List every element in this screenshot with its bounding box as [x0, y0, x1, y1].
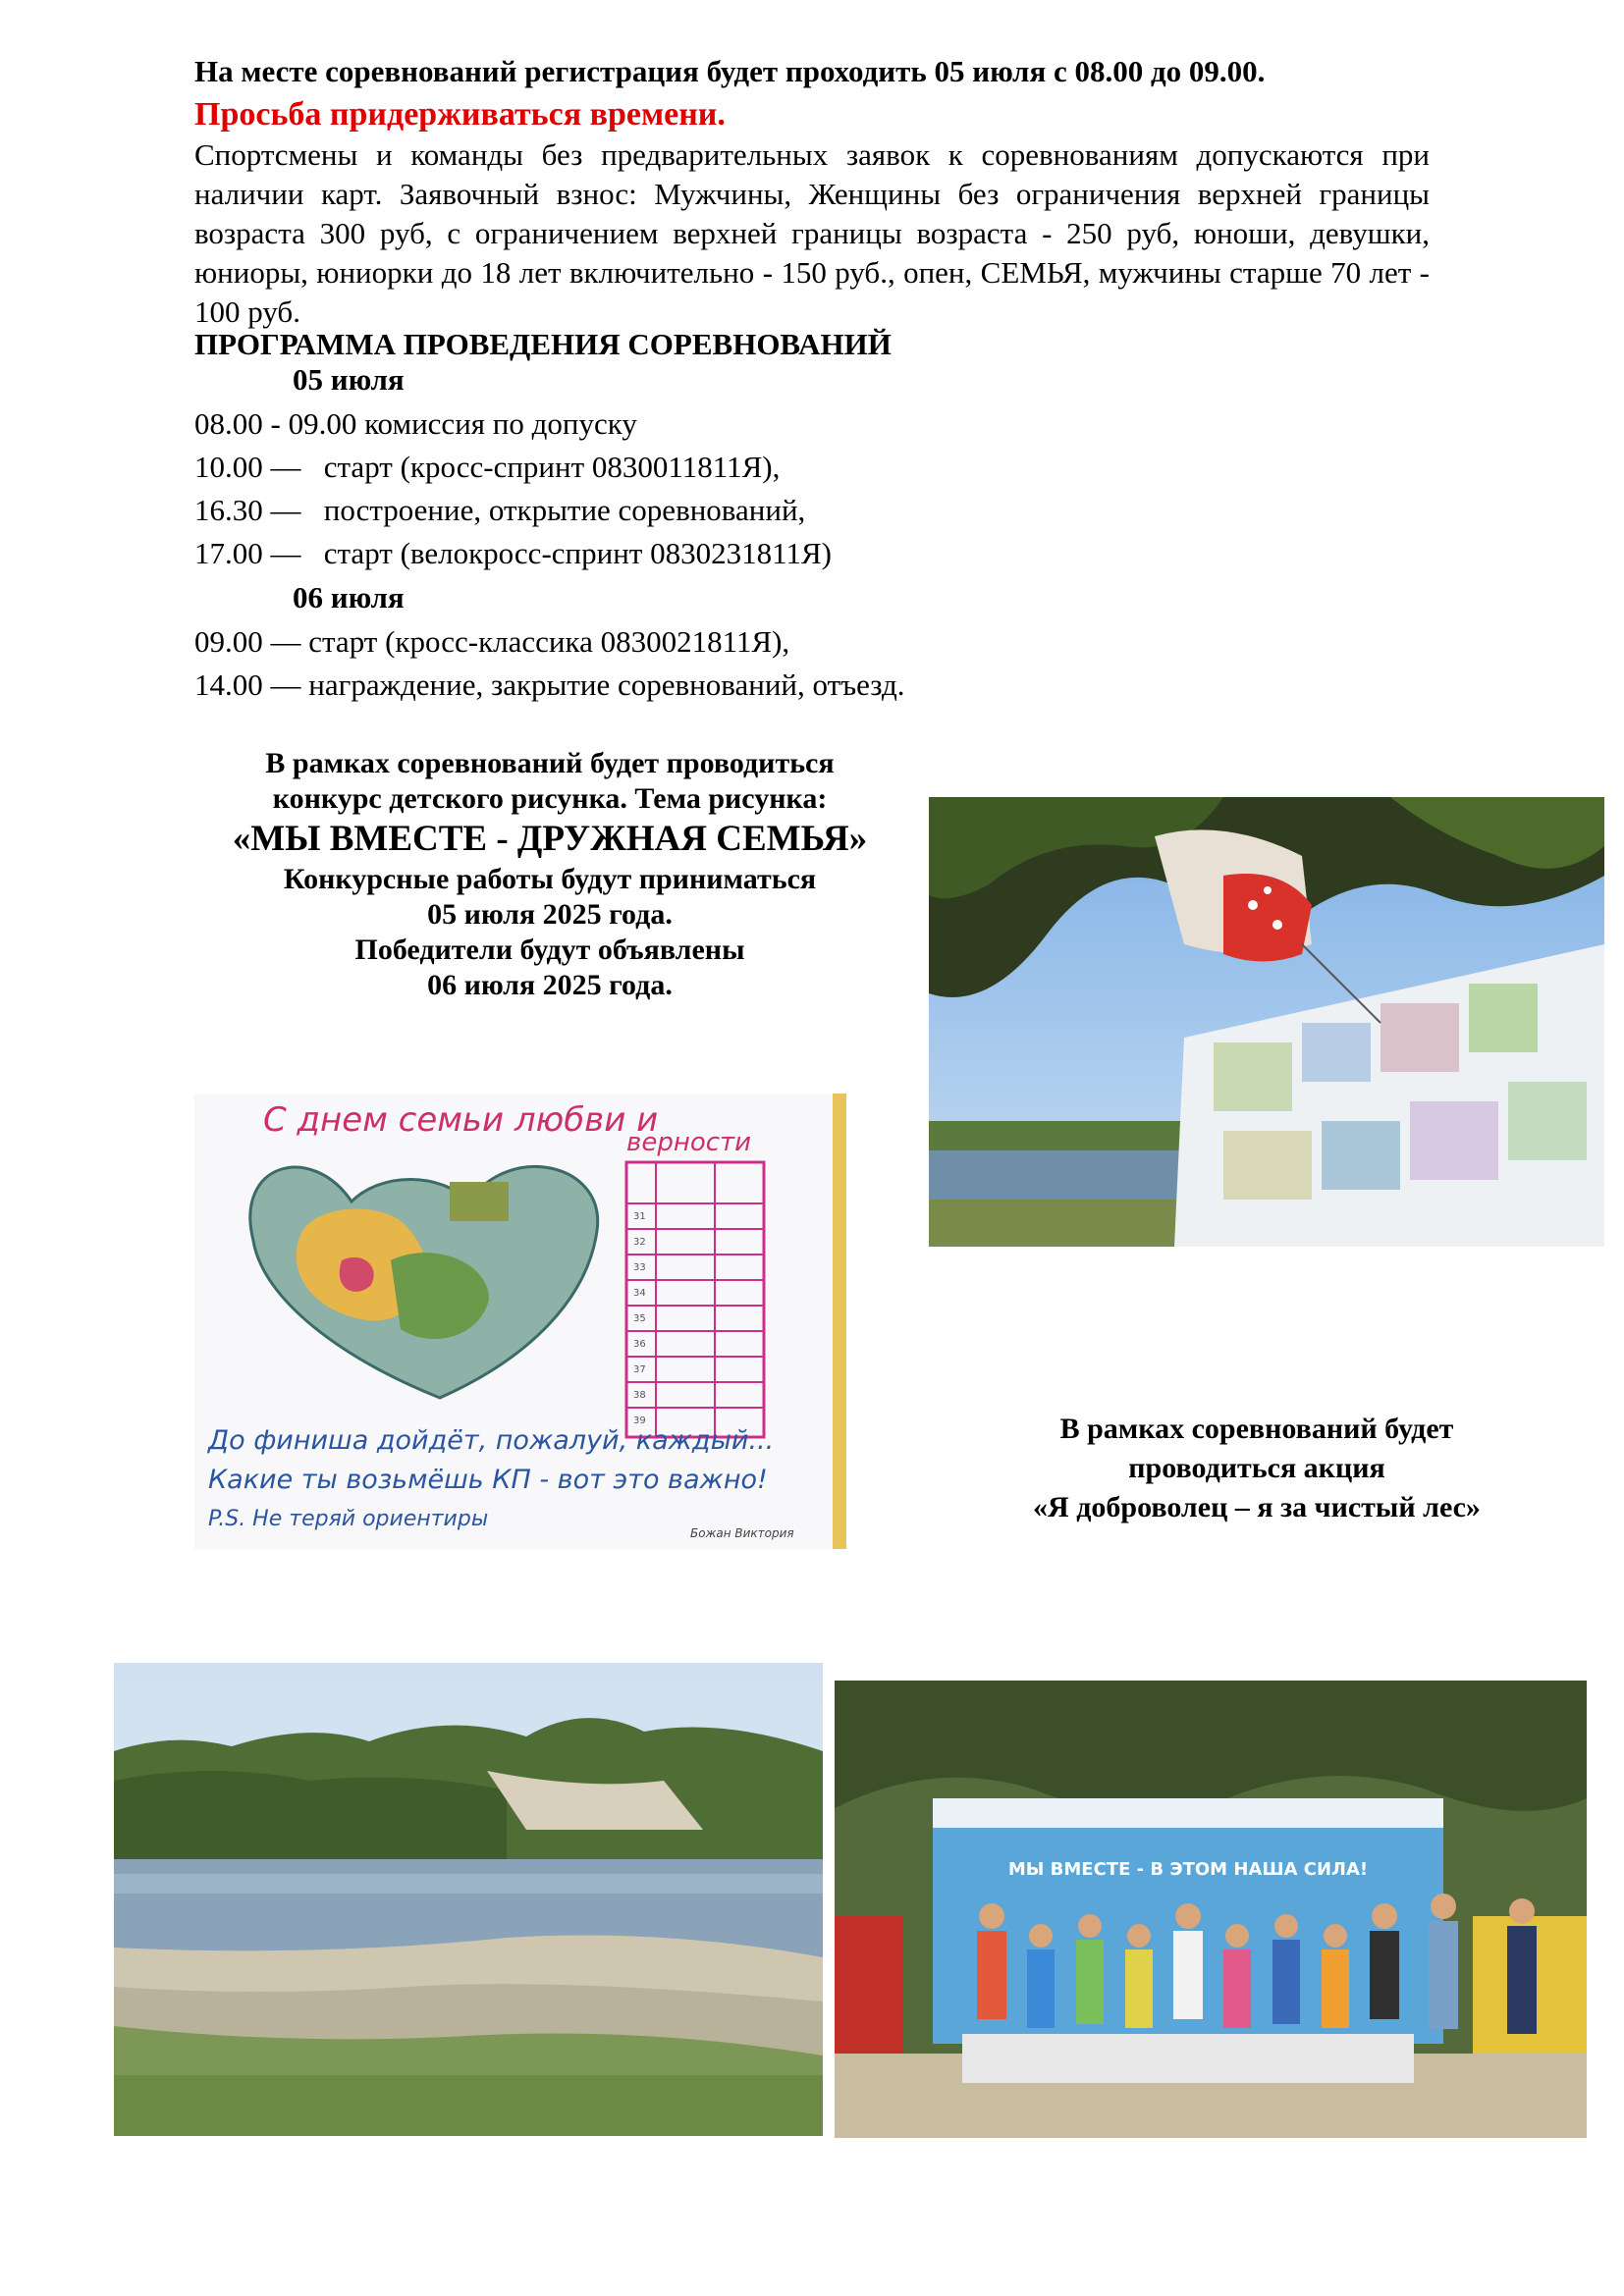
program-item: 08.00 - 09.00 комиссия по допуску [194, 406, 637, 441]
photo-group-with-banner [835, 1681, 1587, 2138]
photo-river-landscape [114, 1663, 823, 2136]
drawing-caption: До финиша дойдёт, пожалуй, каждый... [208, 1425, 775, 1456]
registration-paragraph: Спортсмены и команды без предварительных заявок к соревнованиям допускаются при наличии карт. Заявочный взнос: Мужчины, Женщины без ограничения верхней границы возраста 300 руб, с ограничением верхней границы возраста - 250 руб, юноши, девушки, юниоры, юниорки до 18 лет включительно - 150 руб., опен, СЕМЬЯ, мужчины старше 70 лет - 100 руб. [194, 137, 1430, 329]
drawing-table-row-number: 37 [633, 1364, 646, 1375]
volunteer-action-info [923, 1410, 1591, 1527]
contest-line: В рамках соревнований будет проводиться [265, 747, 835, 779]
action-line: «Я доброволец – я за чистый лес» [1033, 1491, 1481, 1523]
program-day1-date: 05 июля [293, 362, 405, 397]
program-item: 14.00 — награждение, закрытие соревнований, отъезд. [194, 667, 905, 702]
program-item: 16.30 — построение, открытие соревнований, [194, 493, 806, 527]
drawing-table-row-number: 38 [633, 1390, 646, 1401]
drawing-caption: Какие ты возьмёшь КП - вот это важно! [208, 1465, 768, 1495]
program-item: 10.00 — старт (кросс-спринт 0830011811Я), [194, 450, 781, 484]
drawing-title: С днем семьи любви и [263, 1100, 659, 1140]
time-warning: Просьба придерживаться времени. [194, 96, 726, 133]
drawing-signature: Божан Виктория [690, 1526, 794, 1540]
program-title: ПРОГРАММА ПРОВЕДЕНИЯ СОРЕВНОВАНИЙ [194, 327, 892, 361]
drawing-table-row-number: 34 [633, 1288, 646, 1299]
registration-line: На месте соревнований регистрация будет проходить 05 июля с 08.00 до 09.00. [194, 54, 1266, 88]
program-day2-date: 06 июля [293, 580, 405, 614]
drawing-caption: P.S. Не теряй ориентиры [208, 1507, 489, 1531]
contest-line: 05 июля 2025 года. [427, 898, 673, 931]
drawing-table-row-number: 31 [633, 1211, 646, 1222]
program-item: 17.00 — старт (велокросс-спринт 0830231811Я) [194, 536, 832, 570]
contest-line: Победители будут объявлены [354, 934, 745, 966]
drawing-table-row-number: 36 [633, 1339, 646, 1350]
drawing-table-row-number: 32 [633, 1237, 646, 1248]
contest-line: Конкурсные работы будут приниматься [283, 863, 817, 895]
action-line: В рамках соревнований будет [1059, 1413, 1454, 1445]
drawing-title: верности [626, 1128, 752, 1157]
action-line: проводиться акция [1128, 1452, 1385, 1484]
drawing-table-row-number: 35 [633, 1313, 646, 1324]
program-item: 09.00 — старт (кросс-классика 0830021811Я), [194, 624, 790, 659]
contest-theme: «МЫ ВМЕСТЕ - ДРУЖНАЯ СЕМЬЯ» [232, 819, 868, 859]
photo-drawings-on-tree [929, 797, 1604, 1247]
drawing-table-row-number: 33 [633, 1262, 646, 1273]
drawing-contest-info [157, 746, 943, 1003]
banner-text: МЫ ВМЕСТЕ - В ЭТОМ НАША СИЛА! [1007, 1859, 1369, 1880]
childrens-drawing [194, 1094, 846, 1549]
contest-line: конкурс детского рисунка. Тема рисунка: [272, 782, 828, 815]
contest-line: 06 июля 2025 года. [427, 969, 673, 1001]
drawing-table-row-number: 39 [633, 1415, 646, 1426]
